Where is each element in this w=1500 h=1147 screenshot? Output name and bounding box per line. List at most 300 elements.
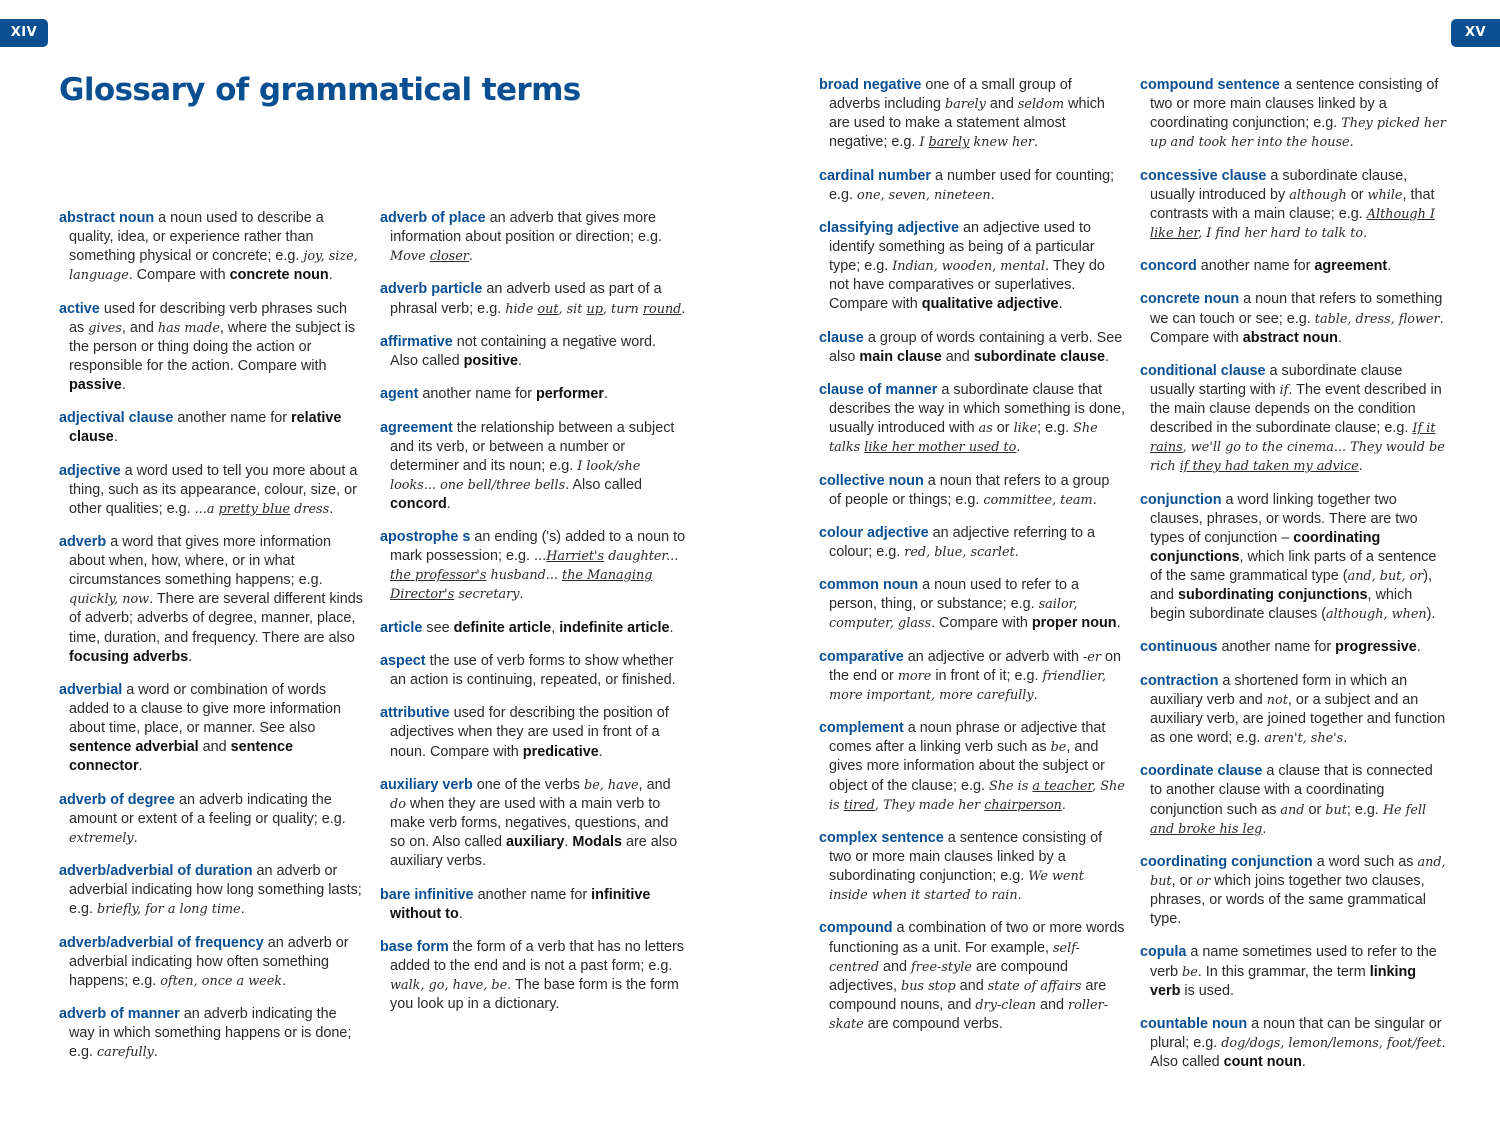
example-text: hide: [505, 301, 538, 317]
definition-text: .: [517, 352, 522, 369]
cross-reference-term: predicative: [522, 743, 599, 760]
cross-reference-term: indefinite article: [559, 619, 670, 636]
example-text: daughter...: [604, 549, 679, 565]
example-text: dry-clean: [975, 997, 1036, 1013]
underlined-example: Although I like her: [1150, 206, 1435, 241]
example-text: He fell: [1382, 802, 1427, 818]
definition-text: ; e.g.: [1037, 420, 1074, 437]
definition-text: is used.: [1180, 982, 1234, 999]
definition-text: , and gives more information about the subject or object of the clause; e.g.: [829, 739, 1105, 794]
underlined-example: and broke his leg: [1150, 821, 1263, 837]
definition-text: see: [426, 619, 454, 636]
glossary-entry: [1140, 943, 1446, 1000]
definition-text: a sentence consisting of two or more main clauses linked by a subordinating conjunction; e.g.: [829, 829, 1103, 885]
definition-text: .: [121, 376, 126, 393]
example-text: like: [1013, 421, 1038, 437]
example-text: committee, team: [983, 492, 1093, 508]
glossary-entry: [59, 1005, 365, 1062]
cross-reference-term: positive: [463, 352, 518, 369]
cross-reference-term: subordinating conjunctions: [1178, 587, 1368, 604]
underlined-example: the professor's: [390, 568, 487, 584]
example-text: red, blue, scarlet: [904, 545, 1015, 560]
glossary-term: clause of manner: [819, 381, 938, 398]
definition-text: , and: [121, 319, 158, 336]
glossary-entry: [819, 381, 1125, 457]
definition-text: ,: [551, 619, 560, 636]
definition-text: . The base form is the form you look up in a dictionary.: [390, 977, 679, 1013]
glossary-term: cardinal number: [819, 167, 931, 184]
glossary-entry: [1140, 762, 1446, 838]
definition-text: .: [1058, 296, 1063, 313]
example-text: free-style: [911, 959, 972, 975]
cross-reference-term: coordinating conjunctions: [1150, 529, 1381, 565]
definition-text: an adjective referring to a colour; e.g.: [829, 524, 1095, 560]
definition-text: .: [990, 186, 995, 203]
glossary-entry: [59, 791, 365, 848]
definition-text: .: [669, 619, 674, 636]
definition-text: .: [1092, 491, 1097, 508]
glossary-term: abstract noun: [59, 210, 155, 226]
definition-text: ; e.g.: [1346, 801, 1383, 818]
definition-text: a clause that is connected to another clause with a coordinating conjunction such as: [1150, 763, 1433, 818]
example-text: has made: [157, 320, 220, 336]
example-text: do: [390, 796, 406, 812]
underlined-example: chairperson: [984, 797, 1062, 813]
glossary-column-3: [819, 76, 1125, 1048]
cross-reference-term: count noun: [1223, 1054, 1302, 1071]
definition-text: .: [1358, 458, 1363, 475]
definition-text: or: [992, 420, 1014, 437]
definition-text: .: [564, 834, 573, 851]
underlined-example: tired: [843, 797, 875, 813]
glossary-term: coordinating conjunction: [1140, 853, 1313, 870]
definition-text: another name for: [422, 386, 536, 403]
definition-text: a sentence consisting of two or more main clauses linked by a coordinating conjunction; e.g.: [1150, 77, 1439, 132]
example-text: seldom: [1017, 97, 1065, 113]
example-text: sailor, computer, glass: [829, 597, 1078, 632]
definition-text: an adverb indicating the way in which something happens or is done; e.g.: [69, 1005, 352, 1061]
cross-reference-term: auxiliary: [506, 834, 565, 851]
example-text: husband...: [486, 568, 563, 584]
example-text: extremely: [69, 830, 134, 846]
example-text: , I find her hard to talk to: [1198, 225, 1364, 241]
example-text: as: [978, 421, 993, 437]
example-text: often, once a week: [160, 973, 283, 989]
definition-text: . Compare with: [128, 267, 230, 284]
cross-reference-term: concrete noun: [229, 267, 329, 284]
example-text: Indian, wooden, mental: [892, 259, 1046, 275]
example-text: briefly, for a long time: [97, 902, 241, 918]
definition-text: a subordinate clause usually starting with: [1150, 362, 1403, 398]
definition-text: .: [138, 758, 143, 775]
definition-text: when they are used with a main verb to make verb forms, negatives, questions, and so on. Also called: [390, 795, 669, 851]
glossary-entry: [380, 776, 686, 871]
glossary-term: affirmative: [380, 333, 453, 350]
cross-reference-term: agreement: [1314, 258, 1388, 275]
example-text: She is: [989, 778, 1033, 794]
example-text: friendlier, more important, more carefully: [829, 668, 1107, 703]
underlined-example: closer: [429, 249, 469, 265]
example-text: self-centred: [829, 940, 1080, 975]
definition-text: .: [1104, 348, 1109, 365]
definition-text: are compound adjectives,: [829, 958, 1068, 994]
definition-text: an adverb that gives more information about position or direction; e.g.: [390, 210, 662, 246]
glossary-term: complement: [819, 720, 904, 737]
example-text: , She is: [829, 778, 1125, 813]
definition-text: . In this grammar, the term: [1197, 963, 1370, 980]
example-text: be: [1050, 740, 1067, 756]
glossary-entry: [380, 209, 686, 266]
definition-text: used for describing verb phrases such as: [69, 300, 347, 336]
glossary-term: concessive clause: [1140, 167, 1267, 184]
glossary-term: comparative: [819, 648, 904, 665]
definition-text: , and: [638, 776, 671, 793]
glossary-term: compound: [819, 920, 893, 937]
example-text: secretary: [454, 587, 520, 603]
glossary-column-2: [380, 209, 686, 1028]
glossary-term: classifying adjective: [819, 219, 959, 236]
example-text: state of affairs: [987, 978, 1082, 994]
example-text: knew her: [969, 135, 1034, 151]
glossary-entry: [1140, 76, 1446, 152]
glossary-entry: [819, 576, 1125, 633]
example-text: , turn: [602, 301, 643, 317]
definition-text: an adverb indicating the amount or extent of a feeling or quality; e.g.: [69, 791, 346, 827]
glossary-term: adverb of degree: [59, 791, 175, 808]
definition-text: . Compare with: [931, 615, 1032, 632]
example-text: be, have: [584, 777, 639, 793]
definition-text: and: [955, 977, 988, 994]
example-text: one, seven, nineteen: [857, 187, 991, 203]
glossary-entry: [819, 329, 1125, 367]
example-text: although: [1289, 187, 1347, 203]
example-text: , sit: [558, 301, 587, 317]
glossary-term: active: [59, 300, 100, 317]
glossary-term: base form: [380, 938, 449, 955]
definition-text: a word such as: [1316, 853, 1418, 870]
glossary-entry: [1140, 257, 1446, 276]
glossary-entry: [1140, 290, 1446, 347]
example-text: be: [1182, 964, 1198, 980]
example-text: not: [1266, 692, 1288, 708]
underlined-example: if they had taken my advice: [1179, 459, 1359, 475]
example-text: aren't, she's: [1264, 731, 1344, 747]
glossary-entry: [819, 829, 1125, 905]
example-text: dress: [290, 501, 330, 517]
glossary-term: auxiliary verb: [380, 776, 473, 793]
definition-text: .: [1363, 224, 1368, 241]
underlined-example: like her mother used to: [864, 440, 1017, 456]
definition-text: .: [153, 1044, 158, 1061]
definition-text: .: [603, 386, 608, 403]
definition-text: a word that gives more information about when, how, where, or in what circumstances something happens; e.g.: [69, 534, 331, 589]
definition-text: .: [519, 586, 524, 603]
glossary-entry: [1140, 1015, 1446, 1072]
definition-text: an adverb used as part of a phrasal verb; e.g.: [390, 281, 662, 317]
glossary-entry: [819, 219, 1125, 314]
glossary-term: broad negative: [819, 77, 922, 93]
glossary-entry: [59, 533, 365, 667]
definition-text: . Also called: [1150, 1035, 1446, 1071]
cross-reference-term: concord: [390, 495, 447, 512]
definition-text: , or: [1171, 872, 1197, 889]
glossary-term: common noun: [819, 577, 919, 594]
example-text: -er: [1082, 649, 1101, 665]
definition-text: an adjective or adverb with: [907, 648, 1083, 665]
definition-text: .: [1387, 258, 1392, 275]
cross-reference-term: relative clause: [69, 410, 342, 446]
glossary-entry: [59, 209, 365, 285]
glossary-term: adverbial: [59, 681, 123, 698]
definition-text: .: [240, 901, 245, 918]
definition-text: .: [1343, 730, 1348, 747]
cross-reference-term: sentence adverbial: [69, 739, 199, 756]
glossary-term: conditional clause: [1140, 362, 1266, 379]
definition-text: .: [329, 500, 334, 517]
example-text: They picked her up and took her into the house: [1150, 116, 1446, 151]
definition-text: a word linking together two clauses, phrases, or words. There are two types of conjunction –: [1150, 491, 1418, 546]
example-text: dog/dogs, lemon/lemons, foot/feet: [1221, 1036, 1442, 1051]
glossary-entry: [380, 333, 686, 371]
definition-text: and: [879, 958, 912, 975]
glossary-entry: [380, 280, 686, 318]
definition-text: another name for: [1200, 258, 1315, 275]
example-text: We went inside when it started to rain: [829, 869, 1084, 904]
cross-reference-term: progressive: [1335, 639, 1417, 656]
definition-text: .: [113, 429, 118, 446]
definition-text: used for describing the position of adjectives when they are used in front of a noun. Compare with: [390, 705, 669, 760]
example-text: walk, go, have, be: [390, 978, 508, 994]
definition-text: one of the verbs: [476, 776, 584, 793]
definition-text: and: [198, 739, 231, 756]
definition-text: , or a subject and an auxiliary verb, are joined together and function as one word; e.g.: [1150, 691, 1446, 747]
definition-text: an adverb or adverbial indicating how long something lasts; e.g.: [69, 863, 362, 918]
example-text: while: [1367, 187, 1403, 203]
glossary-column-1: [59, 209, 365, 1076]
definition-text: . There are several different kinds of adverb; adverbs of degree, manner, place, time, duration, and frequency. There are also: [69, 591, 363, 646]
definition-text: or: [1346, 186, 1368, 203]
definition-text: .: [598, 743, 603, 760]
example-text: I: [919, 135, 929, 151]
definition-text: a noun used to refer to a person, thing, or substance; e.g.: [829, 577, 1079, 613]
definition-text: another name for: [177, 410, 291, 427]
definition-text: ).: [1426, 606, 1436, 623]
definition-text: a noun phrase or adjective that comes after a linking verb such as: [829, 720, 1106, 756]
definition-text: the form of a verb that has no letters added to the end and is not a past form; e.g.: [390, 938, 684, 974]
cross-reference-term: infinitive without to: [390, 886, 651, 922]
cross-reference-term: qualitative adjective: [921, 296, 1059, 313]
definition-text: a noun that refers to a group of people or things; e.g.: [829, 472, 1110, 508]
definition-text: .: [1033, 134, 1038, 151]
definition-text: .: [1061, 796, 1066, 813]
definition-text: and: [941, 348, 974, 365]
definition-text: .: [1337, 329, 1342, 346]
cross-reference-term: performer: [535, 386, 604, 403]
glossary-term: colour adjective: [819, 524, 929, 541]
glossary-column-4: [1140, 76, 1446, 1086]
definition-text: .: [458, 905, 463, 922]
cross-reference-term: abstract noun: [1242, 329, 1338, 346]
example-text: and, but, or: [1347, 569, 1424, 584]
definition-text: .: [282, 972, 287, 989]
definition-text: .: [1116, 615, 1121, 632]
definition-text: . Also called: [565, 476, 642, 493]
glossary-term: agent: [380, 386, 419, 403]
definition-text: a word used to tell you more about a thing, such as its appearance, colour, size, or other qualities; e.g.: [69, 462, 358, 517]
glossary-entry: [380, 652, 686, 690]
underlined-example: out: [537, 301, 559, 317]
glossary-term: attributive: [380, 705, 450, 722]
glossary-entry: [59, 862, 365, 919]
definition-text: .: [1301, 1054, 1306, 1071]
glossary-term: coordinate clause: [1140, 763, 1263, 780]
glossary-entry: [1140, 853, 1446, 929]
glossary-term: adverb: [59, 534, 107, 551]
definition-text: a subordinate clause, usually introduced by: [1150, 167, 1408, 203]
definition-text: , that contrasts with a main clause; e.g.: [1150, 186, 1435, 222]
example-text: table, dress, flower: [1314, 311, 1440, 327]
definition-text: which are used to make a statement almost negative; e.g.: [829, 96, 1105, 151]
cross-reference-term: main clause: [859, 348, 942, 365]
cross-reference-term: focusing adverbs: [69, 648, 189, 665]
definition-text: and: [985, 96, 1018, 113]
definition-text: are compound nouns, and: [829, 977, 1107, 1013]
example-text: , They made her: [874, 797, 985, 813]
definition-text: . They do not have comparatives or superlatives. Compare with: [829, 258, 1105, 313]
definition-text: a shortened form in which an auxiliary verb and: [1150, 672, 1408, 708]
definition-text: on the end or: [829, 648, 1122, 684]
glossary-term: adjective: [59, 462, 121, 479]
glossary-term: compound sentence: [1140, 77, 1280, 93]
definition-text: .: [188, 648, 193, 665]
example-text: She talks: [829, 421, 1098, 456]
glossary-term: concord: [1140, 258, 1197, 275]
definition-text: another name for: [477, 886, 592, 903]
definition-text: ), and: [1150, 568, 1433, 604]
definition-text: a group of words containing a verb. See also: [829, 329, 1123, 365]
glossary-entry: [819, 648, 1125, 705]
underlined-example: a teacher: [1032, 778, 1093, 794]
glossary-entry: [59, 681, 365, 776]
example-text: I look/she looks... one bell/three bells: [390, 458, 641, 493]
underlined-example: up: [586, 301, 603, 317]
definition-text: the use of verb forms to show whether an action is continuing, repeated, or finished.: [390, 653, 676, 689]
page-title: Glossary of grammatical terms: [59, 72, 581, 108]
definition-text: are also auxiliary verbs.: [390, 834, 678, 870]
example-text: Move: [390, 249, 430, 265]
glossary-entry: [819, 167, 1125, 205]
definition-text: and: [1036, 996, 1069, 1013]
page-number-left: XIV: [0, 19, 48, 47]
glossary-term: bare infinitive: [380, 886, 474, 903]
glossary-term: copula: [1140, 944, 1187, 961]
glossary-entry: [1140, 638, 1446, 657]
glossary-entry: [59, 462, 365, 519]
definition-text: .: [1262, 820, 1267, 837]
cross-reference-term: linking verb: [1150, 963, 1417, 999]
definition-text: a name sometimes used to refer to the verb: [1150, 944, 1437, 980]
underlined-example: If it rains: [1150, 421, 1436, 456]
definition-text: an adjective used to identify something as being of a particular type; e.g.: [829, 219, 1095, 275]
definition-text: the relationship between a subject and its verb, or between a number or determiner and its noun; e.g.: [390, 419, 675, 474]
glossary-entry: [1140, 672, 1446, 748]
cross-reference-term: proper noun: [1031, 615, 1117, 632]
example-text: more: [897, 668, 932, 684]
glossary-term: complex sentence: [819, 829, 944, 846]
glossary-entry: [1140, 362, 1446, 477]
definition-text: , which begin subordinate clauses (: [1150, 587, 1413, 623]
definition-text: not containing a negative word. Also called: [390, 333, 657, 369]
glossary-entry: [380, 704, 686, 761]
definition-text: , where the subject is the person or thing doing the action or responsible for the action. Compare with: [69, 319, 356, 374]
definition-text: .: [681, 300, 686, 317]
definition-text: .: [468, 248, 473, 265]
glossary-entry: [1140, 167, 1446, 243]
definition-text: in front of it; e.g.: [931, 667, 1043, 684]
underlined-example: Harriet's: [546, 549, 605, 565]
page-number-right: XV: [1451, 19, 1500, 47]
glossary-term: agreement: [380, 419, 453, 436]
glossary-entry: [380, 938, 686, 1014]
glossary-entry: [819, 524, 1125, 562]
definition-text: a word or combination of words added to a clause to give more information about time, place, or manner. See also: [69, 681, 341, 737]
glossary-entry: [819, 472, 1125, 510]
glossary-entry: [1140, 491, 1446, 625]
cross-reference-term: Modals: [572, 834, 622, 851]
glossary-term: clause: [819, 329, 864, 346]
example-text: roller-skate: [829, 997, 1109, 1032]
definition-text: a combination of two or more words functioning as a unit. For example,: [829, 920, 1125, 956]
glossary-term: aspect: [380, 653, 426, 669]
glossary-entry: [819, 719, 1125, 814]
definition-text: an ending ('s) added to a noun to mark possession; e.g.: [390, 529, 686, 565]
glossary-entry: [380, 886, 686, 924]
glossary-entry: [380, 385, 686, 404]
example-text: and, but: [1150, 854, 1446, 889]
example-text: barely: [945, 97, 986, 113]
glossary-term: adverb of manner: [59, 1005, 180, 1022]
example-text: ...a: [194, 501, 219, 517]
glossary-term: collective noun: [819, 472, 924, 489]
definition-text: . The event described in the main clause depends on the condition described in the subordinate clause; e.g.: [1150, 381, 1442, 437]
definition-text: an adverb or adverbial indicating how often something happens; e.g.: [69, 934, 349, 989]
example-text: but: [1325, 802, 1347, 818]
glossary-entry: [819, 76, 1125, 152]
definition-text: which joins together two clauses, phrases, or words of the same grammatical type.: [1150, 872, 1426, 928]
glossary-entry: [380, 528, 686, 604]
glossary-term: contraction: [1140, 672, 1219, 689]
definition-text: one of a small group of adverbs including: [829, 77, 1072, 113]
glossary-term: article: [380, 619, 423, 636]
glossary-term: adverb/adverbial of duration: [59, 863, 253, 880]
definition-text: .: [446, 495, 451, 512]
glossary-term: concrete noun: [1140, 291, 1240, 308]
glossary-entry: [59, 300, 365, 395]
cross-reference-term: sentence connector: [69, 739, 293, 775]
definition-text: .: [1014, 544, 1019, 560]
definition-text: a number used for counting; e.g.: [829, 167, 1115, 203]
glossary-term: countable noun: [1140, 1015, 1248, 1032]
glossary-term: continuous: [1140, 639, 1218, 656]
glossary-term: adverb/adverbial of frequency: [59, 934, 264, 951]
definition-text: or: [1304, 801, 1326, 818]
definition-text: , which link parts of a sentence of the same grammatical type (: [1150, 548, 1437, 584]
glossary-entry: [59, 409, 365, 447]
example-text: joy, size, language: [69, 249, 358, 284]
example-text: and: [1280, 802, 1305, 818]
definition-text: a noun used to describe a quality, idea, or experience rather than something physical or concrete; e.g.: [69, 210, 324, 265]
cross-reference-term: subordinate clause: [973, 348, 1105, 365]
